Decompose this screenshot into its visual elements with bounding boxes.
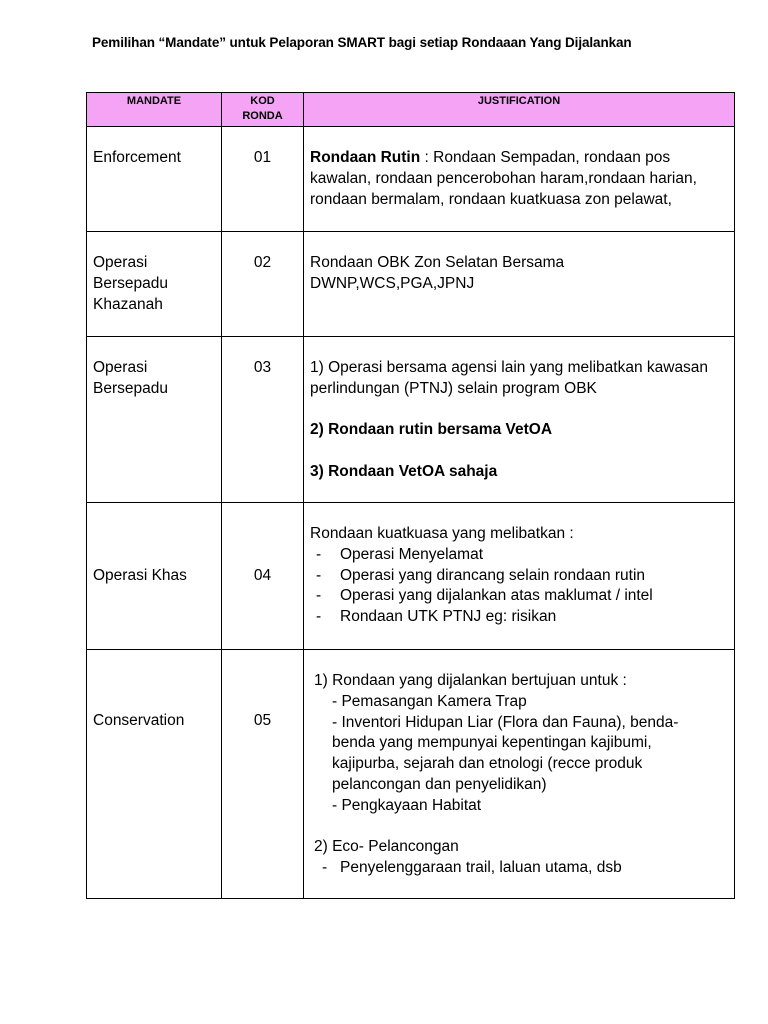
mandate-line: Khazanah bbox=[93, 295, 163, 313]
kod-cell: 03 bbox=[222, 337, 304, 503]
mandate-cell: Enforcement bbox=[87, 127, 222, 232]
table-row bbox=[87, 232, 735, 337]
justification-line: Rondaan OBK Zon Selatan Bersama bbox=[310, 254, 565, 271]
list-item: - Operasi yang dijalankan atas maklumat / intel bbox=[310, 586, 728, 607]
list-item: - Penyelenggaraan trail, laluan utama, dsb bbox=[314, 858, 728, 879]
table-row bbox=[87, 337, 735, 503]
justification-subitem: - Inventori Hidupan Liar (Flora dan Fauna), benda- bbox=[332, 713, 679, 731]
justification-item: 1) Operasi bersama agensi lain yang melibatkan kawasan perlindungan (PTNJ) selain program OBK bbox=[310, 359, 709, 397]
mandate-cell bbox=[87, 232, 222, 337]
justification-text: : Rondaan Sempadan, rondaan pos kawalan, rondaan pencerobohan haram,rondaan harian, rondaan bermalam, rondaan kuatkuasa zon pelawat, bbox=[310, 149, 697, 208]
justification-cell bbox=[304, 650, 735, 899]
kod-cell: 01 bbox=[222, 127, 304, 232]
list-item: - Rondaan UTK PTNJ eg: risikan bbox=[310, 607, 728, 628]
list-item: - Operasi Menyelamat bbox=[310, 545, 728, 566]
header-kod-line2: RONDA bbox=[242, 110, 283, 122]
justification-subitem: - Pengkayaan Habitat bbox=[332, 796, 482, 814]
mandate-line: Bersepadu bbox=[93, 379, 168, 397]
justification-cell bbox=[304, 503, 735, 650]
justification-item: 3) Rondaan VetOA sahaja bbox=[310, 462, 498, 480]
kod-value: 05 bbox=[253, 712, 272, 730]
mandate-cell bbox=[87, 503, 222, 650]
justification-item: 1) Rondaan yang dijalankan bertujuan untuk : bbox=[314, 672, 627, 689]
table-header-row bbox=[87, 93, 735, 127]
justification-item: 2) Eco- Pelancongan bbox=[314, 838, 459, 856]
justification-list bbox=[310, 545, 728, 628]
justification-cell bbox=[304, 337, 735, 503]
justification-cell bbox=[304, 232, 735, 337]
kod-cell bbox=[222, 503, 304, 650]
mandate-cell bbox=[87, 337, 222, 503]
justification-intro: Rondaan kuatkuasa yang melibatkan : bbox=[310, 525, 574, 542]
header-justification: JUSTIFICATION bbox=[304, 93, 735, 127]
list-item: - Operasi yang dirancang selain rondaan rutin bbox=[310, 566, 728, 587]
mandate-line: Operasi Khas bbox=[93, 566, 187, 584]
justification-subitem-cont: pelancongan dan penyelidikan) bbox=[332, 775, 547, 793]
mandate-line: Operasi bbox=[93, 359, 148, 376]
document-title: Pemilihan “Mandate” untuk Pelaporan SMART bagi setiap Rondaaan Yang Dijalankan bbox=[92, 35, 632, 50]
table-row bbox=[87, 503, 735, 650]
justification-subitem-cont: kajipurba, sejarah dan etnologi (recce produk bbox=[332, 755, 643, 773]
mandate-line: Bersepadu bbox=[93, 274, 168, 292]
table-row bbox=[87, 650, 735, 899]
header-kod-ronda bbox=[222, 93, 304, 127]
justification-subitem: - Pemasangan Kamera Trap bbox=[332, 692, 527, 710]
mandate-cell bbox=[87, 650, 222, 899]
kod-cell bbox=[222, 650, 304, 899]
kod-cell: 02 bbox=[222, 232, 304, 337]
kod-value: 04 bbox=[253, 566, 272, 584]
justification-line: DWNP,WCS,PGA,JPNJ bbox=[310, 274, 475, 292]
justification-subitem-cont: benda yang mempunyai kepentingan kajibumi, bbox=[332, 734, 652, 752]
mandate-table bbox=[86, 92, 735, 899]
mandate-line: Operasi bbox=[93, 254, 148, 271]
header-kod-line1: KOD bbox=[250, 95, 275, 107]
mandate-line: Conservation bbox=[93, 712, 185, 730]
header-mandate: MANDATE bbox=[87, 93, 222, 127]
justification-item: 2) Rondaan rutin bersama VetOA bbox=[310, 421, 553, 439]
table-row bbox=[87, 127, 735, 232]
justification-bold: Rondaan Rutin bbox=[310, 149, 421, 166]
justification-cell bbox=[304, 127, 735, 232]
